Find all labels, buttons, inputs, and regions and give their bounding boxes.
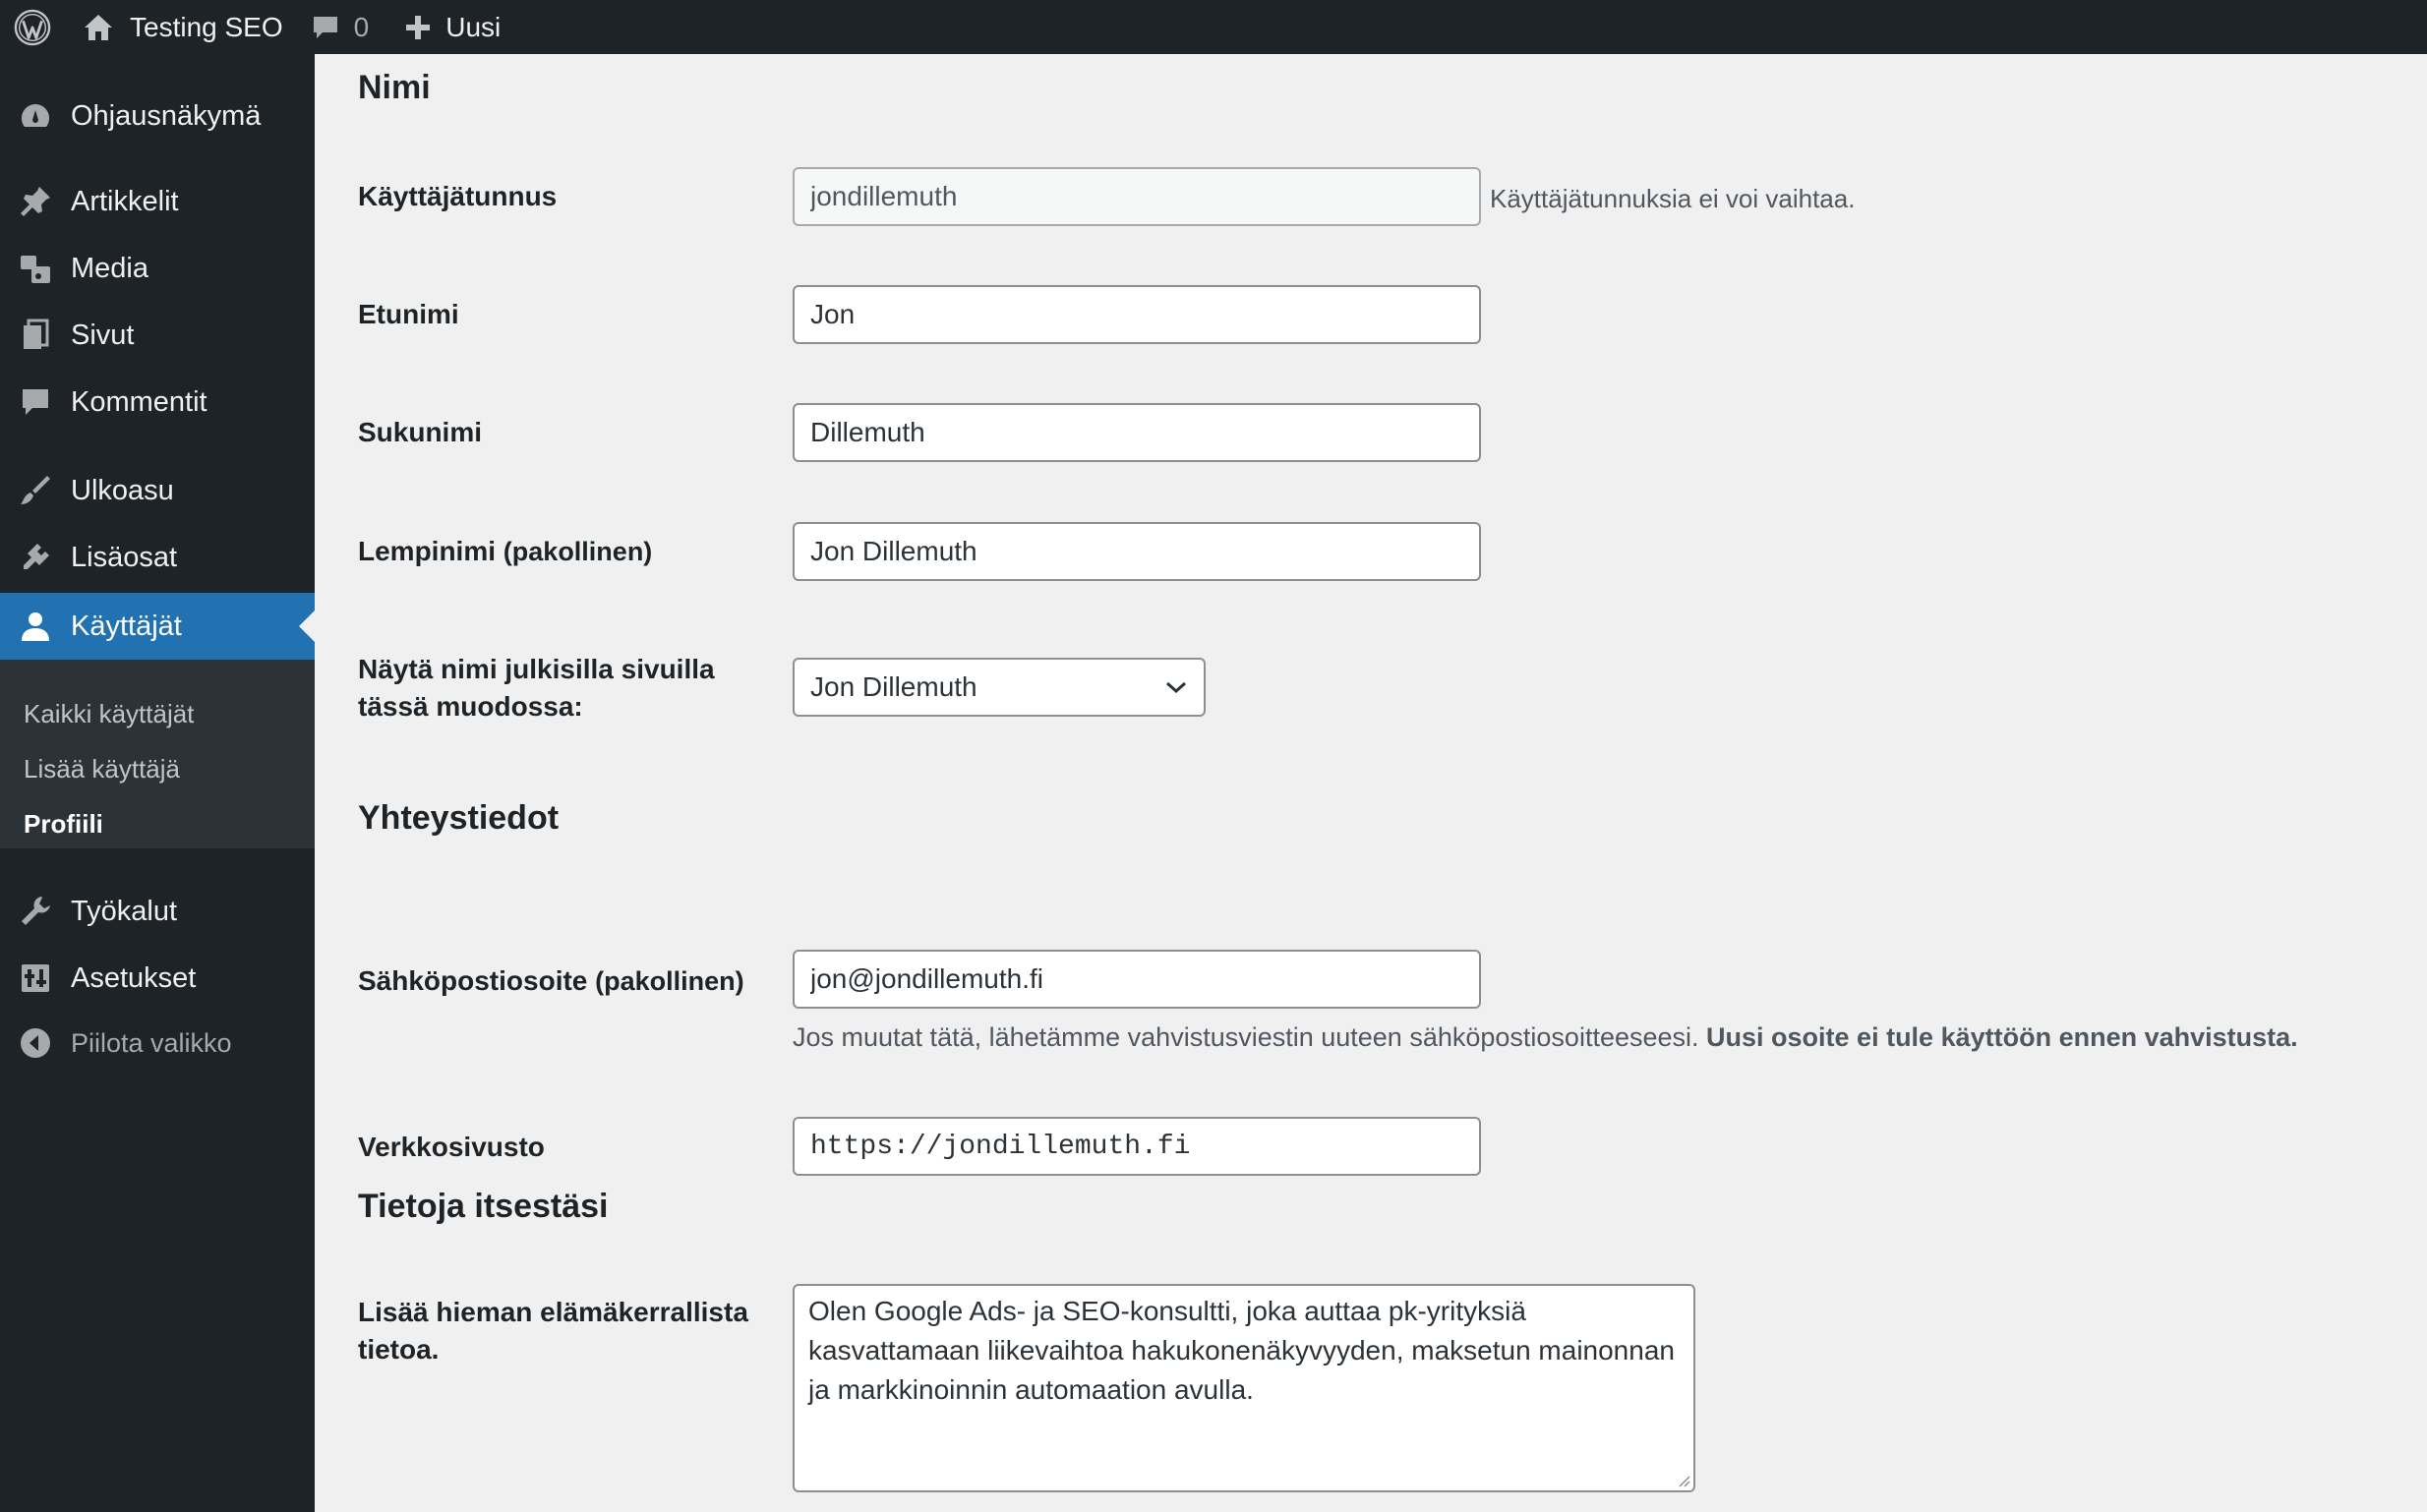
resize-grip-icon[interactable] xyxy=(1675,1472,1690,1487)
submenu-profile[interactable]: Profiili xyxy=(24,809,103,839)
nickname-input[interactable] xyxy=(793,522,1481,581)
sidebar-item-settings[interactable] xyxy=(0,949,315,1008)
nickname-label-text: Lempinimi xyxy=(358,536,497,566)
sidebar-item-media[interactable] xyxy=(0,239,315,298)
collapse-arrow-icon xyxy=(0,1025,71,1061)
bio-label-line2: tietoa. xyxy=(358,1334,440,1365)
plus-icon xyxy=(404,14,432,41)
comments-link[interactable] xyxy=(311,0,405,54)
display-name-label-line2: tässä muodossa: xyxy=(358,691,583,722)
pin-icon xyxy=(0,184,71,219)
lastname-label: Sukunimi xyxy=(358,417,483,447)
sidebar-item-label: Sivut xyxy=(71,319,135,351)
email-input[interactable] xyxy=(793,950,1481,1009)
lastname-input[interactable] xyxy=(793,403,1481,462)
sidebar-item-appearance[interactable] xyxy=(0,461,315,520)
sidebar-item-label: Ohjausnäkymä xyxy=(71,99,262,132)
sidebar-item-tools[interactable] xyxy=(0,882,315,941)
display-name-label-line1: Näytä nimi julkisilla sivuilla xyxy=(358,654,715,684)
sidebar-item-label: Kommentit xyxy=(71,385,207,418)
email-required-note: (pakollinen) xyxy=(595,966,744,996)
display-name-select[interactable] xyxy=(793,658,1206,717)
sidebar-item-comments[interactable] xyxy=(0,373,315,432)
collapse-menu-button[interactable] xyxy=(0,1014,315,1073)
wrench-icon xyxy=(0,894,71,929)
media-icon xyxy=(0,251,71,286)
comment-icon xyxy=(0,384,71,420)
admin-bar xyxy=(0,0,2427,54)
new-content-button[interactable] xyxy=(404,0,501,54)
sidebar-item-label: Media xyxy=(71,252,148,284)
sidebar-item-dashboard[interactable] xyxy=(0,88,315,144)
display-name-label xyxy=(358,651,771,726)
email-label xyxy=(358,962,791,1000)
username-label: Käyttäjätunnus xyxy=(358,181,558,211)
pages-icon xyxy=(0,318,71,353)
profile-form xyxy=(315,54,2427,1512)
sidebar-item-label: Käyttäjät xyxy=(71,610,182,642)
bio-text: Olen Google Ads- ja SEO-konsultti, joka auttaa pk-yrityksiä kasvattamaan liikevaihtoa hakukonenäkyvyyden, maksetun mainonnan ja markkinoinnin automaation avulla. xyxy=(808,1296,1675,1405)
sidebar-item-label: Artikkelit xyxy=(71,185,179,217)
sidebar-item-users[interactable] xyxy=(0,593,315,660)
appearance-brush-icon xyxy=(0,473,71,508)
collapse-menu-label: Piilota valikko xyxy=(71,1027,232,1058)
sidebar-item-label: Työkalut xyxy=(71,895,177,927)
sidebar-item-label: Ulkoasu xyxy=(71,474,174,506)
firstname-input[interactable] xyxy=(793,285,1481,344)
comment-bubble-icon xyxy=(311,13,340,42)
username-input[interactable] xyxy=(793,167,1481,226)
firstname-label: Etunimi xyxy=(358,299,459,329)
bio-textarea[interactable] xyxy=(793,1284,1695,1492)
sidebar-item-pages[interactable] xyxy=(0,306,315,365)
website-input[interactable] xyxy=(793,1117,1481,1176)
wordpress-logo-button[interactable] xyxy=(0,0,65,54)
wordpress-logo-icon xyxy=(14,9,51,46)
nickname-label xyxy=(358,533,771,570)
website-label: Verkkosivusto xyxy=(358,1132,545,1162)
section-title-contact: Yhteystiedot xyxy=(358,799,560,837)
email-hint-text: Jos muutat tätä, lähetämme vahvistusviestin uuteen sähköpostiosoitteeseesi. xyxy=(793,1022,1699,1052)
new-label: Uusi xyxy=(445,11,502,42)
users-submenu xyxy=(0,660,315,848)
submenu-add-user[interactable]: Lisää käyttäjä xyxy=(24,754,180,784)
bio-label xyxy=(358,1294,791,1368)
username-hint: Käyttäjätunnuksia ei voi vaihtaa. xyxy=(1490,184,1856,213)
email-hint-bold: Uusi osoite ei tule käyttöön ennen vahvistusta. xyxy=(1706,1022,2298,1052)
sidebar-item-posts[interactable] xyxy=(0,172,315,231)
home-icon xyxy=(83,13,114,42)
submenu-all-users[interactable]: Kaikki käyttäjät xyxy=(24,699,195,728)
dashboard-icon xyxy=(0,98,71,134)
admin-sidebar xyxy=(0,54,315,1512)
site-name-label: Testing SEO xyxy=(130,11,283,42)
sidebar-item-label: Asetukset xyxy=(71,961,197,994)
site-name-link[interactable] xyxy=(65,0,311,54)
section-title-about: Tietoja itsestäsi xyxy=(358,1188,609,1225)
chevron-down-icon xyxy=(1164,679,1188,695)
plugin-icon xyxy=(0,540,71,575)
nickname-required-note: (pakollinen) xyxy=(503,537,653,566)
current-menu-arrow xyxy=(299,611,315,642)
comment-count: 0 xyxy=(353,11,370,42)
user-icon xyxy=(0,609,71,644)
sidebar-item-plugins[interactable] xyxy=(0,528,315,587)
settings-icon xyxy=(0,960,71,996)
email-hint xyxy=(793,1022,2298,1053)
section-title-name: Nimi xyxy=(358,69,431,106)
display-name-selected: Jon Dillemuth xyxy=(810,671,977,702)
bio-label-line1: Lisää hieman elämäkerrallista xyxy=(358,1297,748,1327)
sidebar-item-label: Lisäosat xyxy=(71,541,178,573)
email-label-text: Sähköpostiosoite xyxy=(358,965,588,996)
